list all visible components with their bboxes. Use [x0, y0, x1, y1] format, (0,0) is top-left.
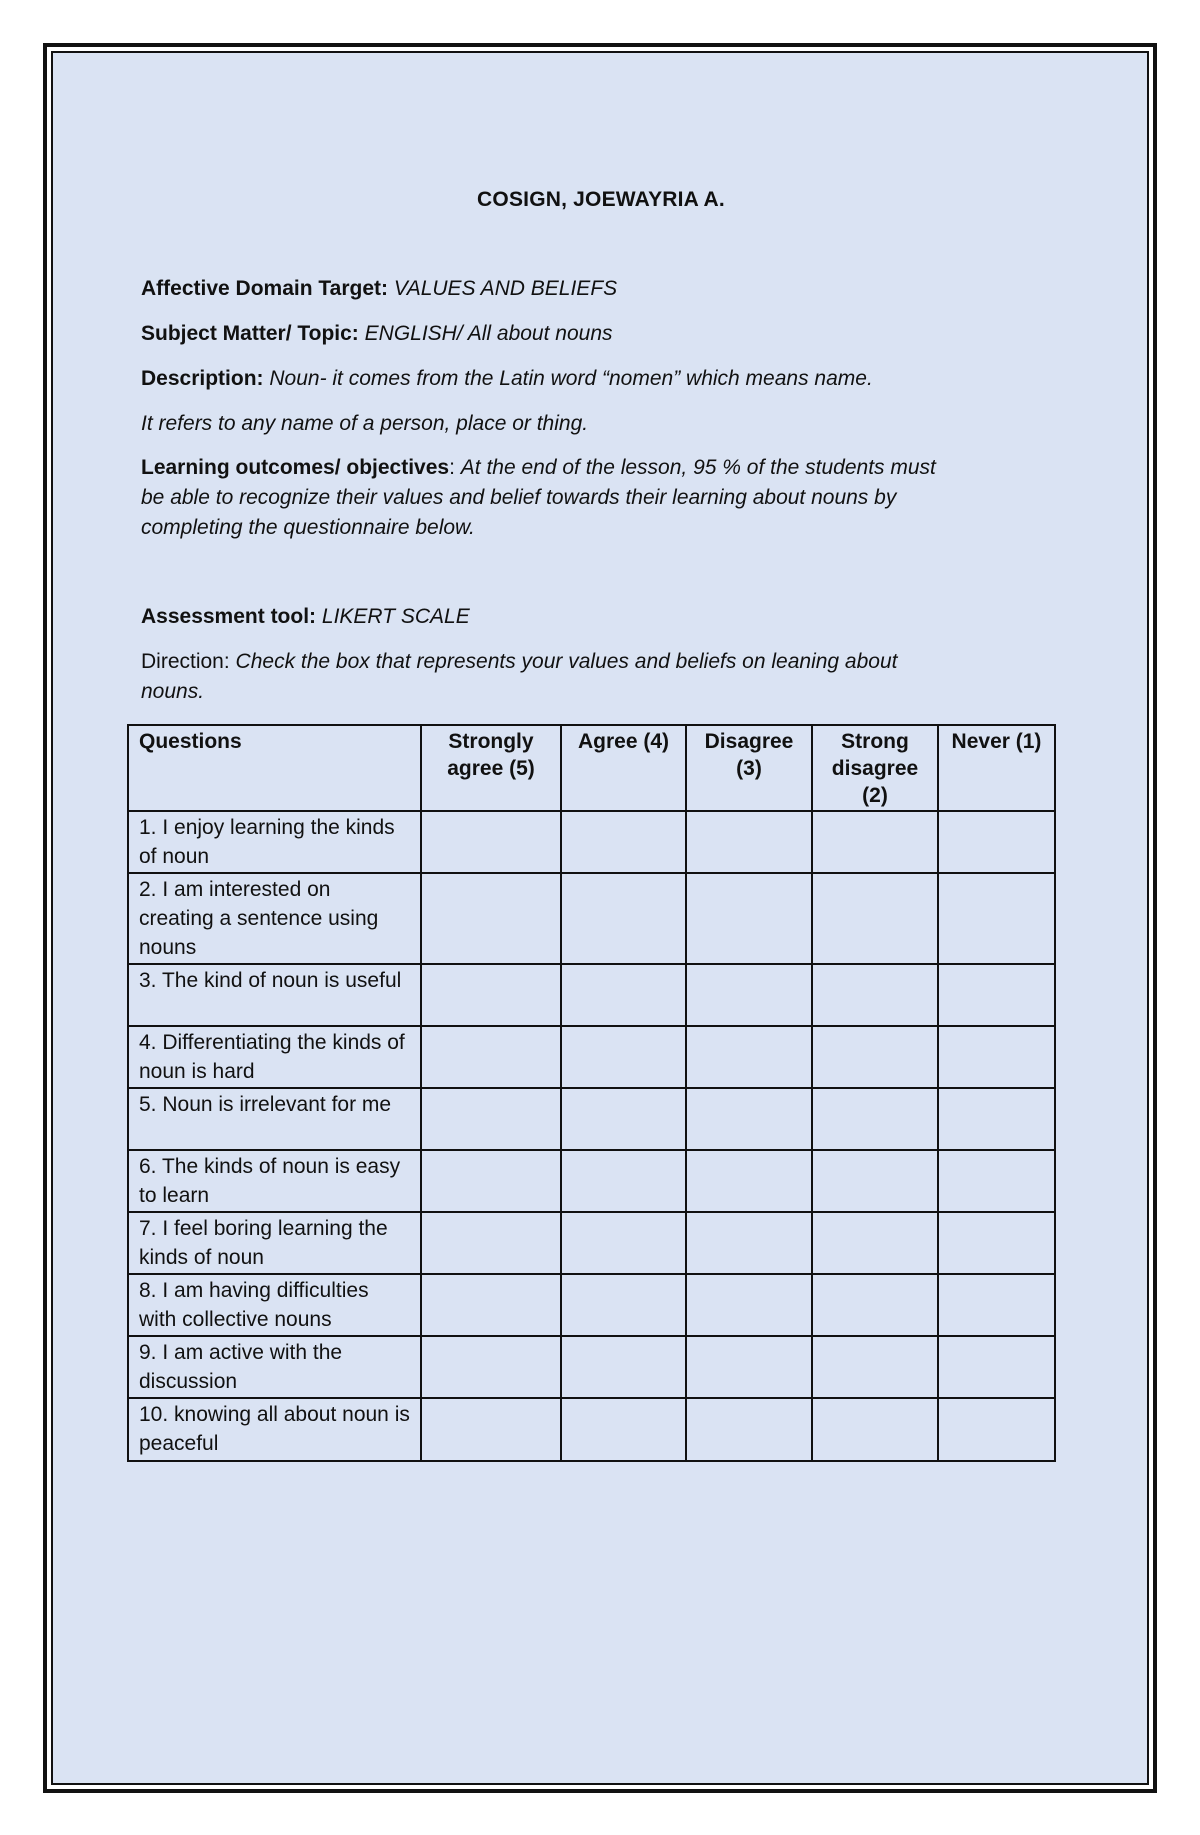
direction-line-2	[141, 677, 1061, 707]
direction-label: Direction:	[141, 650, 230, 673]
subject-matter-line	[141, 319, 1061, 349]
checkbox-never[interactable]	[938, 811, 1055, 873]
table-row	[128, 964, 1055, 1026]
outcomes-colon: :	[449, 456, 461, 479]
checkbox-strong-disagree[interactable]	[812, 1398, 938, 1461]
header-never: Never (1)	[938, 725, 1055, 811]
checkbox-strongly-agree[interactable]	[421, 1336, 561, 1398]
table-row	[128, 811, 1055, 873]
checkbox-never[interactable]	[938, 964, 1055, 1026]
table-row	[128, 1398, 1055, 1461]
checkbox-strong-disagree[interactable]	[812, 964, 938, 1026]
checkbox-disagree[interactable]	[686, 1274, 812, 1336]
author-name: COSIGN, JOEWAYRIA A.	[477, 188, 725, 211]
checkbox-agree[interactable]	[561, 1274, 686, 1336]
description-value: Noun- it comes from the Latin word “nomen” which means name.	[269, 367, 873, 390]
checkbox-agree[interactable]	[561, 1150, 686, 1212]
question-cell: 10. knowing all about noun is peaceful	[128, 1398, 421, 1461]
outcomes-text-3: completing the questionnaire below.	[141, 516, 475, 539]
assessment-tool-value: LIKERT SCALE	[321, 605, 470, 628]
checkbox-never[interactable]	[938, 1336, 1055, 1398]
checkbox-agree[interactable]	[561, 1336, 686, 1398]
affective-domain-value: VALUES AND BELIEFS	[393, 277, 618, 300]
header-questions: Questions	[128, 725, 421, 811]
assessment-tool-line	[141, 602, 1061, 632]
checkbox-strongly-agree[interactable]	[421, 1212, 561, 1274]
description-line	[141, 364, 1061, 394]
checkbox-strongly-agree[interactable]	[421, 873, 561, 964]
checkbox-disagree[interactable]	[686, 811, 812, 873]
header-strong-disagree: Strong disagree (2)	[812, 725, 938, 811]
outcomes-line-1	[141, 453, 1061, 483]
checkbox-disagree[interactable]	[686, 964, 812, 1026]
checkbox-agree[interactable]	[561, 873, 686, 964]
header-agree: Agree (4)	[561, 725, 686, 811]
checkbox-agree[interactable]	[561, 1398, 686, 1461]
checkbox-never[interactable]	[938, 1088, 1055, 1150]
table-header-row	[128, 725, 1055, 811]
outcomes-line-3	[141, 513, 1061, 543]
checkbox-strong-disagree[interactable]	[812, 811, 938, 873]
outcomes-text-1: At the end of the lesson, 95 % of the students must	[460, 456, 936, 479]
table-row	[128, 1150, 1055, 1212]
direction-text-1: Check the box that represents your values and beliefs on leaning about	[235, 650, 898, 673]
checkbox-never[interactable]	[938, 1274, 1055, 1336]
checkbox-strongly-agree[interactable]	[421, 964, 561, 1026]
checkbox-disagree[interactable]	[686, 873, 812, 964]
checkbox-never[interactable]	[938, 873, 1055, 964]
checkbox-strongly-agree[interactable]	[421, 1088, 561, 1150]
checkbox-agree[interactable]	[561, 1026, 686, 1088]
likert-scale-table	[127, 724, 1056, 1462]
question-cell: 2. I am interested on creating a sentence using nouns	[128, 873, 421, 964]
checkbox-strong-disagree[interactable]	[812, 1026, 938, 1088]
checkbox-never[interactable]	[938, 1212, 1055, 1274]
checkbox-disagree[interactable]	[686, 1088, 812, 1150]
question-cell: 5. Noun is irrelevant for me	[128, 1088, 421, 1150]
checkbox-strong-disagree[interactable]	[812, 1336, 938, 1398]
question-cell: 4. Differentiating the kinds of noun is hard	[128, 1026, 421, 1088]
checkbox-disagree[interactable]	[686, 1212, 812, 1274]
checkbox-never[interactable]	[938, 1150, 1055, 1212]
checkbox-disagree[interactable]	[686, 1336, 812, 1398]
checkbox-agree[interactable]	[561, 811, 686, 873]
outcomes-label: Learning outcomes/ objectives	[141, 456, 450, 479]
checkbox-strong-disagree[interactable]	[812, 873, 938, 964]
checkbox-disagree[interactable]	[686, 1398, 812, 1461]
checkbox-agree[interactable]	[561, 964, 686, 1026]
checkbox-disagree[interactable]	[686, 1026, 812, 1088]
table-row	[128, 1336, 1055, 1398]
subject-matter-label: Subject Matter/ Topic:	[141, 322, 359, 345]
outcomes-text-2: be able to recognize their values and belief towards their learning about nouns by	[141, 486, 897, 509]
question-cell: 1. I enjoy learning the kinds of noun	[128, 811, 421, 873]
question-cell: 7. I feel boring learning the kinds of noun	[128, 1212, 421, 1274]
checkbox-strongly-agree[interactable]	[421, 1398, 561, 1461]
checkbox-agree[interactable]	[561, 1088, 686, 1150]
checkbox-strongly-agree[interactable]	[421, 1026, 561, 1088]
description-label: Description:	[141, 367, 264, 390]
header-disagree: Disagree (3)	[686, 725, 812, 811]
direction-line-1	[141, 647, 1061, 677]
header-strongly-agree: Strongly agree (5)	[421, 725, 561, 811]
checkbox-strongly-agree[interactable]	[421, 1274, 561, 1336]
checkbox-never[interactable]	[938, 1398, 1055, 1461]
question-cell: 8. I am having difficulties with collective nouns	[128, 1274, 421, 1336]
checkbox-disagree[interactable]	[686, 1150, 812, 1212]
table-row	[128, 1274, 1055, 1336]
checkbox-strong-disagree[interactable]	[812, 1212, 938, 1274]
outcomes-line-2	[141, 483, 1061, 513]
checkbox-strongly-agree[interactable]	[421, 811, 561, 873]
affective-domain-label: Affective Domain Target:	[141, 277, 388, 300]
direction-text-2: nouns.	[141, 680, 205, 703]
table-row	[128, 873, 1055, 964]
question-cell: 6. The kinds of noun is easy to learn	[128, 1150, 421, 1212]
question-cell: 3. The kind of noun is useful	[128, 964, 421, 1026]
checkbox-strongly-agree[interactable]	[421, 1150, 561, 1212]
checkbox-strong-disagree[interactable]	[812, 1088, 938, 1150]
description-continuation: It refers to any name of a person, place or thing.	[141, 412, 589, 435]
assessment-tool-label: Assessment tool:	[141, 605, 317, 628]
question-cell: 9. I am active with the discussion	[128, 1336, 421, 1398]
subject-matter-value: ENGLISH/ All about nouns	[364, 322, 613, 345]
affective-domain-line	[141, 274, 1061, 304]
checkbox-agree[interactable]	[561, 1212, 686, 1274]
table-row	[128, 1212, 1055, 1274]
checkbox-never[interactable]	[938, 1026, 1055, 1088]
table-row	[128, 1088, 1055, 1150]
checkbox-strong-disagree[interactable]	[812, 1150, 938, 1212]
checkbox-strong-disagree[interactable]	[812, 1274, 938, 1336]
description-line-2	[141, 409, 1061, 439]
table-row	[128, 1026, 1055, 1088]
